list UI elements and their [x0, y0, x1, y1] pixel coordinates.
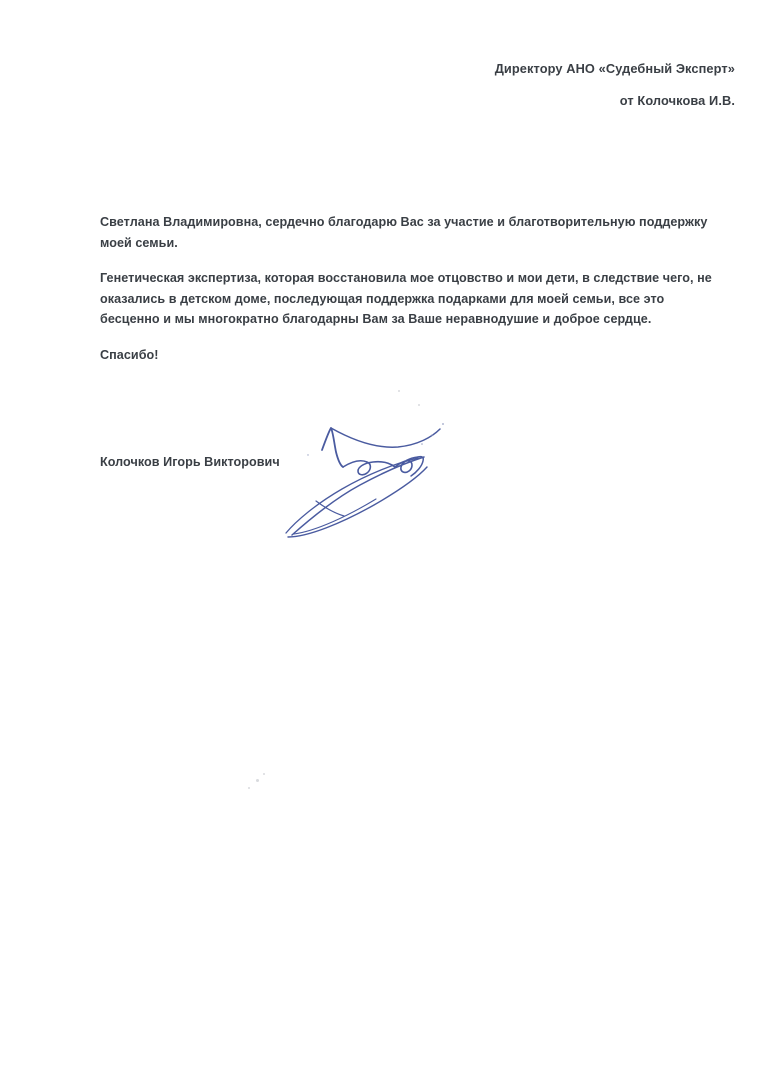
scan-speck — [256, 779, 259, 782]
letter-body — [100, 212, 717, 365]
addressee-block — [380, 60, 735, 110]
signature-row — [100, 453, 720, 473]
signer-name: Колочков Игорь Викторович — [100, 455, 280, 469]
scan-speck — [263, 773, 265, 775]
body-paragraph-1: Светлана Владимировна, сердечно благодарю Вас за участие и благотворительную поддержку моей семьи. — [100, 215, 708, 250]
addressee-sender: от Колочкова И.В. — [619, 93, 735, 108]
scan-speck — [418, 404, 420, 406]
body-paragraph-2: Генетическая экспертиза, которая восстановила мое отцовство и мои дети, в следствие чего, не оказались в детском доме, последующая поддержка подарками для моей семьи, все это бесценно и мы многократно благодарны Вам за Ваше неравнодушие и доброе сердце. — [100, 271, 712, 326]
body-paragraph-3: Спасибо! — [100, 347, 159, 362]
scan-speck — [248, 787, 250, 789]
handwritten-signature-icon — [272, 415, 457, 545]
addressee-recipient: Директору АНО «Судебный Эксперт» — [494, 61, 735, 76]
scan-speck — [398, 390, 400, 392]
